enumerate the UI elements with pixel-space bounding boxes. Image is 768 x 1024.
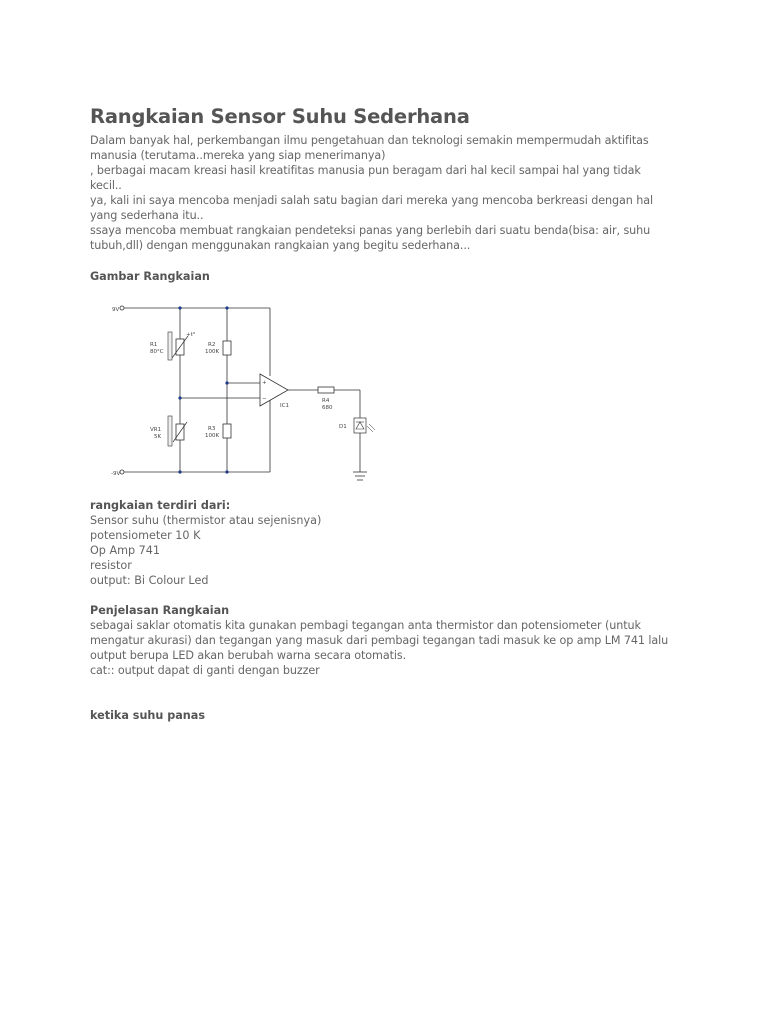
explanation-line: mengatur akurasi) dan tegangan yang masuk dari pembagi tegangan tadi masuk ke op amp LM 741 lalu [90,634,669,647]
vr1-name: VR1 [150,427,162,433]
opamp-minus: − [262,396,267,402]
explanation-line: sebagai saklar otomatis kita gunakan pembagi tegangan anta thermistor dan potensiometer (untuk [90,619,641,632]
r2-name: R2 [208,342,216,348]
explanation-line: cat:: output dapat di ganti dengan buzzer [90,664,320,677]
list-item: output: Bi Colour Led [90,574,209,587]
r1-value: 80°C [150,349,164,355]
vr1-value: 5K [154,434,162,440]
vminus-terminal [120,470,124,474]
r1-sign: +t° [186,332,196,338]
circuit-diagram [110,296,380,486]
vminus-label: -9V [111,471,121,477]
r4-value: 680 [322,405,333,411]
intro-paragraph [90,133,690,253]
explanation-heading: Penjelasan Rangkaian [90,604,230,617]
vplus-terminal [120,306,124,310]
components-heading: rangkaian terdiri dari: [90,499,231,512]
list-item: potensiometer 10 K [90,529,201,542]
r3-name: R3 [208,426,216,432]
hot-heading: ketika suhu panas [90,709,205,722]
r4-resistor [318,387,334,393]
d1-led [354,418,366,433]
r3-resistor [223,424,231,438]
intro-line: , berbagai macam kreasi hasil kreatifitas manusia pun beragam dari hal kecil sampai hal yang tidak [90,164,641,177]
article-body [90,498,690,723]
intro-line: ya, kali ini saya mencoba menjadi salah satu bagian dari mereka yang mencoba berkreasi dengan hal [90,194,653,207]
r4-name: R4 [322,398,330,404]
article [90,104,690,284]
ic1-label: IC1 [280,403,289,409]
r2-value: 100K [205,349,220,355]
intro-line: manusia (terutama..mereka yang siap menerimanya) [90,149,386,162]
page-title: Rangkaian Sensor Suhu Sederhana [90,105,470,128]
list-item: Sensor suhu (thermistor atau sejenisnya) [90,514,322,527]
explanation-paragraph [90,618,690,678]
list-item: resistor [90,559,132,572]
intro-line: ssaya mencoba membuat rangkaian pendeteksi panas yang berlebih dari suatu benda(bisa: air, suhu [90,224,651,237]
r1-name: R1 [150,342,158,348]
list-item: Op Amp 741 [90,544,161,557]
explanation-line: output berupa LED akan berubah warna secara otomatis. [90,649,407,662]
intro-line: yang sederhana itu.. [90,209,204,222]
components-list [90,513,690,588]
intro-line: tubuh,dll) dengan menggunakan rangkaian yang begitu sederhana... [90,239,471,252]
r3-value: 100K [205,433,220,439]
intro-line: kecil.. [90,179,122,192]
r2-resistor [223,341,231,355]
intro-line: Dalam banyak hal, perkembangan ilmu pengetahuan dan teknologi semakin mempermudah aktifitas [90,134,649,147]
figure-heading: Gambar Rangkaian [90,270,210,283]
opamp-plus: + [262,380,267,386]
vplus-label: 9V [112,307,120,313]
d1-label: D1 [339,424,347,430]
